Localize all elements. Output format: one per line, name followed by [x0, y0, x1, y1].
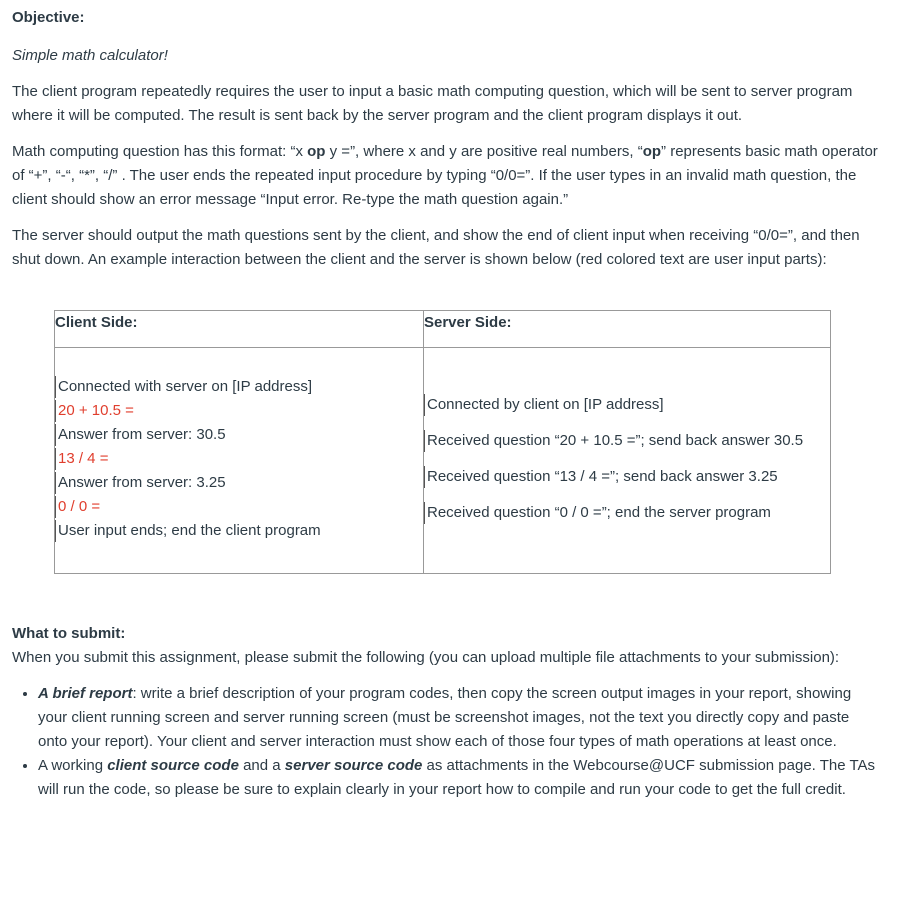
server-side-cell [424, 348, 831, 574]
client-input-line: 20 + 10.5 = [55, 400, 423, 422]
submit-list [12, 682, 882, 802]
client-output-line: Answer from server: 30.5 [55, 424, 423, 446]
submit-heading: What to submit: [12, 625, 126, 642]
server-output [424, 348, 830, 524]
client-side-cell [55, 348, 424, 574]
server-output-line: Connected by client on [IP address] [424, 394, 830, 416]
submit-intro: When you submit this assignment, please submit the following (you can upload multiple file attachments to your submission): [12, 649, 840, 666]
server-output-line: Received question “0 / 0 =”; end the server program [424, 502, 830, 524]
example-interaction-table [54, 310, 831, 574]
objective-heading: Objective: [12, 9, 85, 26]
objective-subtitle: Simple math calculator! [12, 47, 168, 64]
client-output-line: Connected with server on [IP address] [55, 376, 423, 398]
client-input-line: 0 / 0 = [55, 496, 423, 518]
client-input-line: 13 / 4 = [55, 448, 423, 470]
server-output-line: Received question “13 / 4 =”; send back answer 3.25 [424, 466, 830, 488]
client-output-line: User input ends; end the client program [55, 520, 423, 542]
submit-section [12, 622, 882, 802]
description-paragraph: The client program repeatedly requires the user to input a basic math computing question, which will be sent to server program where it will be computed. The result is sent back by the server program and the client program displays it out. [12, 83, 853, 124]
format-paragraph: Math computing question has this format: “x op y =”, where x and y are positive real numbers, “op” represents basic math operator of “+”, “-“, “*”, “/” . The user ends the repeated input procedure by typing “0/0=”. If the user types in an invalid math question, the client should show an error message “Input error. Re-type the math question again.” [12, 143, 878, 208]
server-paragraph: The server should output the math questions sent by the client, and show the end of client input when receiving “0/0=”, and then shut down. An example interaction between the client and the server is shown below (red colored text are user input parts): [12, 227, 860, 268]
client-output-line: Answer from server: 3.25 [55, 472, 423, 494]
client-side-header: Client Side: [55, 311, 424, 348]
client-output [55, 348, 423, 542]
server-output-line: Received question “20 + 10.5 =”; send back answer 30.5 [424, 430, 830, 452]
list-item: • A brief report: write a brief description of your program codes, then copy the screen output images in your report, showing your client running screen and server running screen (must be screenshot images, not the text you directly copy and paste onto your report). Your client and server interaction must show each of those four types of math operations at least once. [38, 682, 882, 754]
list-item: • A working client source code and a server source code as attachments in the Webcourse@UCF submission page. The TAs will run the code, so please be sure to explain clearly in your report how to compile and run your code to get the full credit. [38, 754, 882, 802]
server-side-header: Server Side: [424, 311, 831, 348]
objective-section [12, 6, 882, 272]
